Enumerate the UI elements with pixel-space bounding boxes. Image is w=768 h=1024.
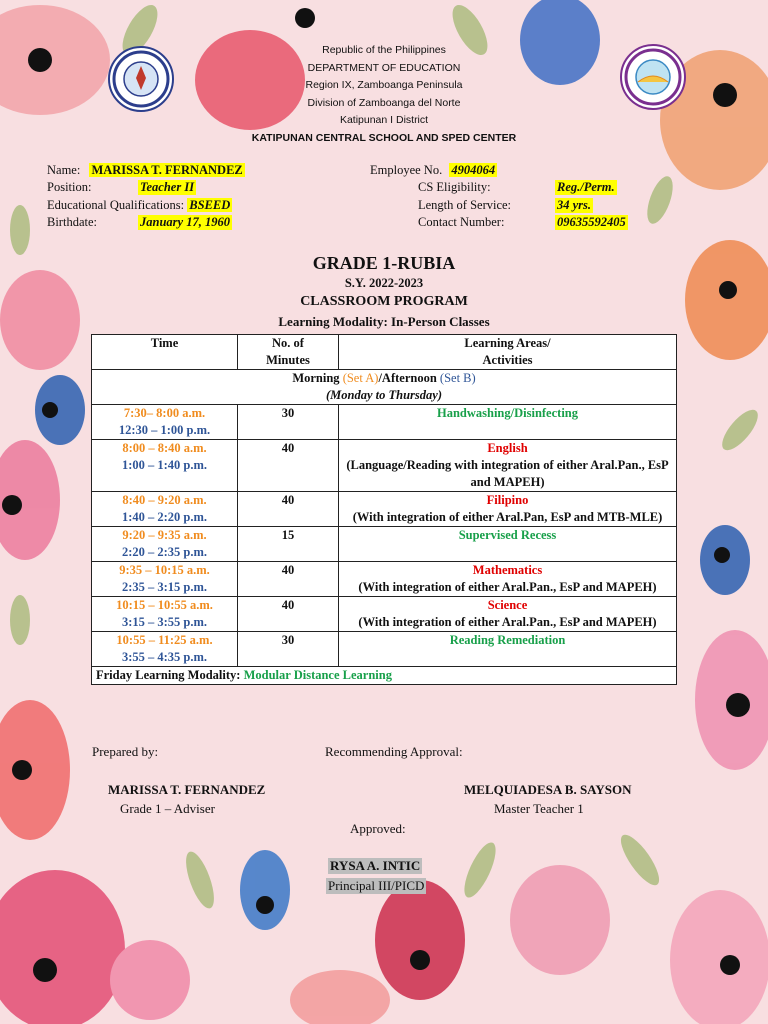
name-label: Name: (47, 163, 81, 177)
position-value: Teacher II (140, 180, 195, 194)
table-row (92, 492, 677, 527)
header-areas: Learning Areas/ Activities (339, 335, 677, 370)
minutes-cell: 40 (238, 492, 339, 527)
table-row (92, 405, 677, 440)
recommender-name: MELQUIADESA B. SAYSON (464, 782, 632, 797)
session-afternoon: /Afternoon (378, 371, 440, 385)
activity-label: Handwashing/Disinfecting (436, 406, 578, 420)
birth-value: January 17, 1960 (140, 215, 230, 229)
subject-label: Filipino (486, 493, 529, 507)
minutes-cell: 40 (238, 562, 339, 597)
deped-seal-icon (108, 46, 174, 112)
activity-label: Reading Remediation (449, 633, 566, 647)
preparer-role: Grade 1 – Adviser (120, 801, 215, 816)
service-label: Length of Service: (418, 198, 512, 212)
time-am: 9:20 – 9:35 a.m. (122, 528, 207, 542)
session-morning: Morning (292, 371, 343, 385)
emp-row (370, 163, 497, 178)
minutes-cell: 30 (238, 405, 339, 440)
friday-value: Modular Distance Learning (243, 668, 392, 682)
approver-role: Principal III/PICD (328, 878, 425, 893)
subject-label: English (487, 441, 528, 455)
division-seal-icon (620, 44, 686, 110)
table-header-row (92, 335, 677, 370)
minutes-cell: 40 (238, 597, 339, 632)
friday-label: Friday Learning Modality: (96, 668, 244, 682)
program-title: CLASSROOM PROGRAM (300, 294, 468, 309)
time-am: 8:00 – 8:40 a.m. (122, 441, 207, 455)
time-am: 8:40 – 9:20 a.m. (122, 493, 207, 507)
time-pm: 2:20 – 2:35 p.m. (121, 545, 208, 559)
birth-label: Birthdate: (47, 215, 97, 229)
friday-row (92, 667, 677, 685)
header-school: KATIPUNAN CENTRAL SCHOOL AND SPED CENTER (251, 131, 517, 144)
header-district: Katipunan I District (339, 114, 429, 126)
time-pm: 12:30 – 1:00 p.m. (118, 423, 211, 437)
emp-value: 4904064 (451, 163, 496, 177)
contact-value: 09635592405 (557, 215, 626, 229)
header-department: DEPARTMENT OF EDUCATION (307, 61, 461, 74)
session-days: (Monday to Thursday) (326, 388, 442, 402)
position-label: Position: (47, 180, 92, 194)
qual-value: BSEED (189, 198, 231, 212)
session-row (92, 370, 677, 405)
header-republic: Republic of the Philippines (322, 44, 446, 56)
service-value: 34 yrs. (557, 198, 592, 212)
header-region: Region IX, Zamboanga Peninsula (305, 79, 463, 91)
time-am: 10:15 – 10:55 a.m. (116, 598, 213, 612)
subject-label: Science (487, 598, 528, 612)
table-row (92, 440, 677, 492)
preparer-name: MARISSA T. FERNANDEZ (108, 782, 266, 797)
grade-title: GRADE 1-RUBIA (312, 253, 456, 273)
time-pm: 3:55 – 4:35 p.m. (121, 650, 208, 664)
time-am: 7:30– 8:00 a.m. (123, 406, 206, 420)
table-row (92, 597, 677, 632)
cs-value: Reg./Perm. (557, 180, 615, 194)
letterhead (200, 42, 568, 147)
table-row (92, 632, 677, 667)
minutes-cell: 15 (238, 527, 339, 562)
header-time: Time (92, 335, 238, 370)
qual-row (47, 198, 232, 213)
recommending-label: Recommending Approval: (325, 744, 463, 759)
header-minutes: No. of Minutes (238, 335, 339, 370)
subject-detail: (Language/Reading with integration of either Aral.Pan., EsP and MAPEH) (346, 458, 669, 489)
minutes-cell: 30 (238, 632, 339, 667)
contact-label: Contact Number: (418, 215, 505, 229)
subject-detail: (With integration of either Aral.Pan, EsP and MTB-MLE) (352, 510, 663, 524)
approver-name: RYSA A. INTIC (330, 858, 421, 873)
school-year: S.Y. 2022-2023 (344, 276, 424, 290)
prepared-label: Prepared by: (92, 744, 159, 759)
subject-detail: (With integration of either Aral.Pan., EsP and MAPEH) (358, 580, 657, 594)
name-value: MARISSA T. FERNANDEZ (91, 163, 243, 177)
emp-label: Employee No. (370, 163, 443, 177)
minutes-cell: 40 (238, 440, 339, 492)
header-division: Division of Zamboanga del Norte (307, 96, 461, 109)
time-pm: 1:00 – 1:40 p.m. (121, 458, 208, 472)
cs-label: CS Eligibility: (418, 180, 491, 194)
table-row (92, 527, 677, 562)
subject-label: Mathematics (472, 563, 543, 577)
time-am: 10:55 – 11:25 a.m. (116, 633, 213, 647)
subject-detail: (With integration of either Aral.Pan., EsP and MAPEH) (358, 615, 657, 629)
session-set-a: (Set A) (342, 371, 379, 385)
recommender-role: Master Teacher 1 (494, 801, 584, 816)
name-row (47, 163, 245, 178)
time-pm: 3:15 – 3:55 p.m. (121, 615, 208, 629)
activity-label: Supervised Recess (458, 528, 557, 542)
modality-title: Learning Modality: In-Person Classes (278, 314, 490, 329)
time-pm: 2:35 – 3:15 p.m. (121, 580, 208, 594)
schedule-table (91, 334, 677, 685)
qual-label: Educational Qualifications: (47, 198, 185, 212)
session-set-b: (Set B) (439, 371, 476, 385)
time-am: 9:35 – 10:15 a.m. (119, 563, 210, 577)
time-pm: 1:40 – 2:20 p.m. (121, 510, 208, 524)
table-row (92, 562, 677, 597)
approved-label: Approved: (350, 821, 406, 836)
